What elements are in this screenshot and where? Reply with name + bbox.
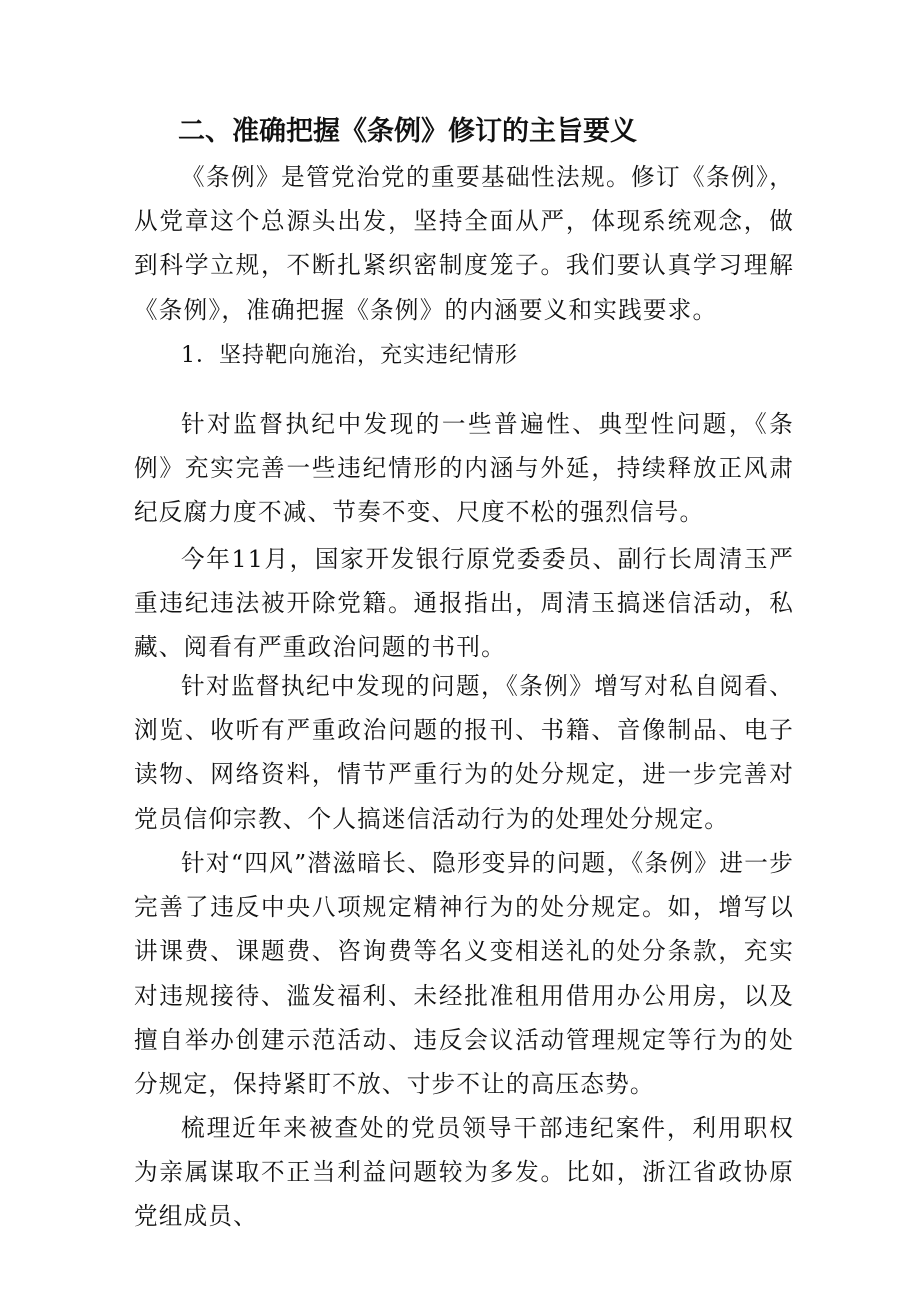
sub-heading: 1．坚持靶向施治，充实违纪情形: [181, 343, 518, 368]
paragraph-body: 今年11月，国家开发银行原党委委员、副行长周清玉严重违纪违法被开除党籍。通报指出，周清玉搞迷信活动，私藏、阅看有严重政治问题的书刊。: [134, 545, 794, 662]
paragraph-body: 梳理近年来被查处的党员领导干部违纪案件，利用职权为亲属谋取不正当利益问题较为多发。比如，浙江省政协原党组成员、: [134, 1114, 794, 1231]
paragraph-body: 针对监督执纪中发现的一些普遍性、典型性问题，《条例》充实完善一些违纪情形的内涵与外延，持续释放正风肃纪反腐力度不减、节奏不变、尺度不松的强烈信号。: [134, 410, 794, 527]
paragraph-body: 针对监督执纪中发现的问题，《条例》增写对私自阅看、浏览、收听有严重政治问题的报刊、书籍、音像制品、电子读物、网络资料，情节严重行为的处分规定，进一步完善对党员信仰宗教、个人搞迷信活动行为的处理处分规定。: [134, 672, 794, 833]
paragraph-body: 针对“四风”潜滋暗长、隐形变异的问题，《条例》进一步完善了违反中央八项规定精神行为的处分规定。如，增写以讲课费、课题费、咨询费等名义变相送礼的处分条款，充实对违规接待、滥发福利、未经批准租用借用办公用房，以及擅自举办创建示范活动、违反会议活动管理规定等行为的处分规定，保持紧盯不放、寸步不让的高压态势。: [134, 849, 794, 1099]
section-heading: 二、准确把握《条例》修订的主旨要义: [178, 116, 637, 147]
paragraph-intro: 《条例》是管党治党的重要基础性法规。修订《条例》，从党章这个总源头出发，坚持全面从严，体现系统观念，做到科学立规，不断扎紧织密制度笼子。我们要认真学习理解《条例》，准确把握《条例》的内涵要义和实践要求。: [134, 163, 794, 324]
